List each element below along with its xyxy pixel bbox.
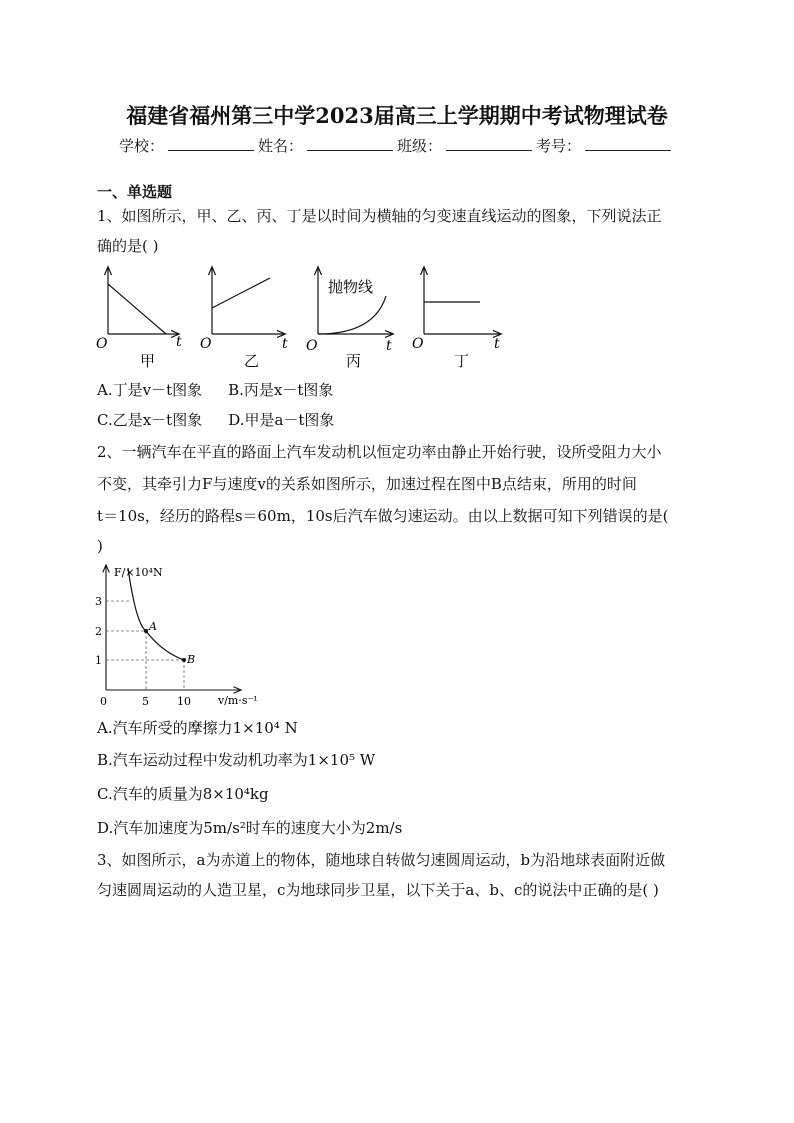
- q2-text-line3: t＝10s，经历的路程s＝60m，10s后汽车做匀速运动。由以上数据可知下列错误的是(: [97, 507, 669, 525]
- graph-jia: [96, 268, 182, 370]
- q1-options-row1: [97, 380, 333, 400]
- graph-ding-origin: O: [412, 336, 424, 352]
- graph-jia-line: [108, 284, 166, 334]
- name-blank: [307, 138, 393, 151]
- q2-point-b-label: B: [187, 653, 196, 666]
- q1-text-line2: 确的是( ): [97, 237, 159, 255]
- q2-point-a-label: A: [149, 620, 157, 633]
- class-blank: [446, 138, 532, 151]
- graph-yi-t: t: [282, 336, 288, 352]
- q2-point-b-dot: [182, 658, 186, 662]
- id-blank: [585, 138, 671, 151]
- graph-yi-origin: O: [200, 336, 212, 352]
- q1-text-line1: 1、如图所示，甲、乙、丙、丁是以时间为横轴的匀变速直线运动的图象，下列说法正: [97, 207, 662, 225]
- graph-bing-origin: O: [306, 338, 318, 354]
- q2-ytick-1: 1: [95, 654, 102, 667]
- school-label: 学校：: [118, 137, 164, 155]
- q1-option-b[interactable]: B.丙是x－t图象: [228, 381, 334, 399]
- student-info-row: [0, 135, 794, 156]
- graph-yi-label: 乙: [244, 352, 260, 370]
- q2-text-line4: ): [97, 537, 103, 555]
- q2-option-c[interactable]: C.汽车的质量为8×10⁴kg: [97, 785, 269, 803]
- q2-point-a-dot: [144, 629, 148, 633]
- q2-text-line1: 2、一辆汽车在平直的路面上汽车发动机以恒定功率由静止开始行驶，设所受阻力大小: [97, 443, 662, 461]
- q2-option-b[interactable]: B.汽车运动过程中发动机功率为1×10⁵ W: [97, 751, 376, 769]
- graph-ding: [412, 268, 500, 370]
- q2-text-line2: 不变，其牵引力F与速度v的关系如图所示，加速过程在图中B点结束，所用的时间: [97, 475, 637, 493]
- q2-ylabel: F/×10⁴N: [114, 566, 163, 579]
- q2-fv-curve: [128, 568, 184, 660]
- graph-yi-line: [212, 278, 270, 308]
- graph-ding-t: t: [494, 336, 500, 352]
- graph-bing-parabola-label: 抛物线: [328, 278, 374, 296]
- graph-bing-curve: [318, 296, 386, 334]
- q3-text-line1: 3、如图所示，a为赤道上的物体，随地球自转做匀速圆周运动，b为沿地球表面附近做: [97, 851, 666, 869]
- q2-xlabel: v/m·s⁻¹: [218, 694, 258, 707]
- q2-xtick-10: 10: [177, 695, 191, 708]
- graph-yi: [200, 268, 288, 370]
- graph-bing-t: t: [386, 338, 392, 354]
- q1-option-d[interactable]: D.甲是a－t图象: [228, 411, 335, 429]
- graph-ding-label: 丁: [454, 352, 470, 370]
- q2-ytick-2: 2: [95, 625, 102, 638]
- q1-graphs: [90, 262, 510, 374]
- q2-option-d[interactable]: D.汽车加速度为5m/s²时车的速度大小为2m/s: [97, 819, 403, 837]
- class-label: 班级：: [397, 137, 443, 155]
- q2-option-a[interactable]: A.汽车所受的摩擦力1×10⁴ N: [97, 719, 298, 737]
- q1-options-row2: [97, 410, 334, 430]
- name-label: 姓名：: [257, 137, 303, 155]
- q2-xtick-5: 5: [142, 695, 149, 708]
- graph-jia-label: 甲: [140, 352, 156, 370]
- q1-option-c[interactable]: C.乙是x－t图象: [97, 411, 203, 429]
- q2-fv-graph: [90, 560, 270, 710]
- graph-bing-label: 丙: [346, 352, 362, 370]
- q1-option-a[interactable]: A.丁是v－t图象: [97, 381, 203, 399]
- q2-ytick-3: 3: [95, 595, 102, 608]
- q3-text-line2: 匀速圆周运动的人造卫星，c为地球同步卫星，以下关于a、b、c的说法中正确的是( ): [97, 881, 659, 899]
- q2-xtick-0: 0: [100, 695, 107, 708]
- section-heading: 一、单选题: [97, 183, 173, 201]
- graph-jia-origin: O: [96, 336, 108, 352]
- graph-bing: [306, 268, 392, 370]
- page-title: 福建省福州第三中学2023届高三上学期期中考试物理试卷: [126, 103, 668, 128]
- school-blank: [168, 138, 254, 151]
- graph-jia-t: t: [176, 334, 182, 350]
- id-label: 考号：: [536, 137, 582, 155]
